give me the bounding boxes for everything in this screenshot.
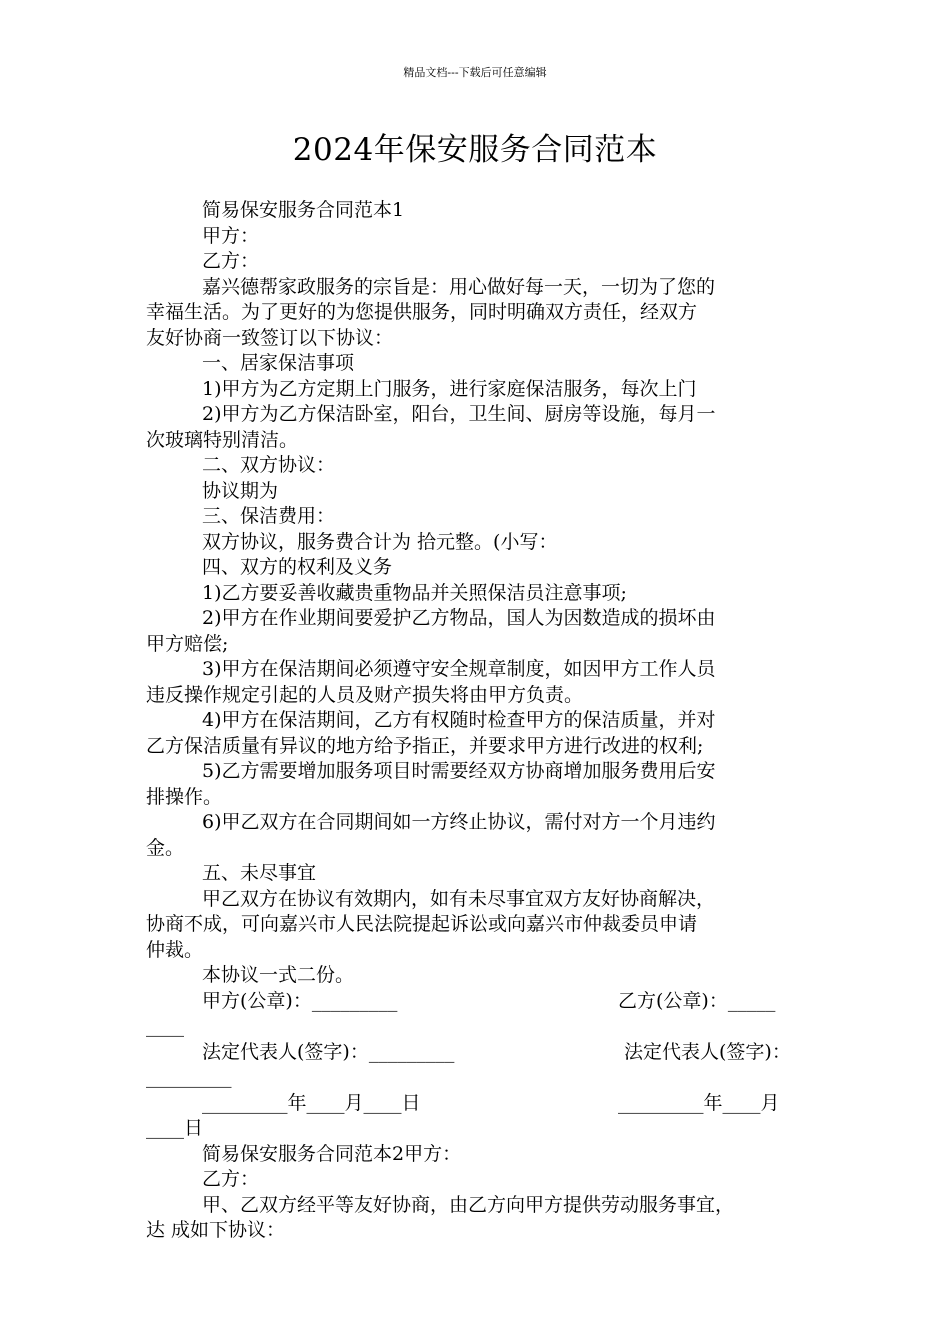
party-a-date: _________年____月____日 (202, 1091, 421, 1114)
document-title: 2024年保安服务合同范本 (292, 132, 658, 168)
intro2-line-2: 达 成如下协议： (146, 1219, 286, 1241)
party-a-representative: 法定代表人(签字)：_________ (202, 1040, 455, 1063)
section-heading-4: 四、双方的权利及义务 (202, 556, 393, 578)
party-a-seal: 甲方(公章)：_________ (202, 989, 398, 1012)
clause-4-5-cont: 排操作。 (146, 785, 223, 808)
copies-line: 本协议一式二份。 (202, 964, 355, 986)
party-a-line: 甲方： (202, 224, 260, 247)
section-heading-3: 三、保洁费用： (202, 505, 336, 527)
clause-4-2-cont: 甲方赔偿; (146, 632, 229, 655)
intro-line-2: 幸福生活。为了更好的为您提供服务，同时明确双方责任，经双方 (146, 301, 698, 323)
clause-1-2: 2)甲方为乙方保洁卧室，阳台，卫生间、厨房等设施，每月一 (202, 403, 716, 425)
clause-4-6: 6)甲乙双方在合同期间如一方终止协议，需付对方一个月违约 (202, 811, 716, 833)
document-body (146, 198, 810, 1244)
intro-line-1: 嘉兴德帮家政服务的宗旨是：用心做好每一天，一切为了您的 (202, 275, 716, 298)
representative-row (146, 1040, 810, 1066)
seal-row (146, 989, 810, 1015)
clause-4-4-cont: 乙方保洁质量有异议的地方给予指正，并要求甲方进行改进的权利; (146, 734, 704, 757)
clause-5-1: 甲乙双方在协议有效期内，如有未尽事宜双方友好协商解决， (202, 887, 716, 910)
clause-5-1-cont-1: 协商不成，可向嘉兴市人民法院提起诉讼或向嘉兴市仲裁委员申请 (146, 913, 698, 935)
representative-row-cont: _________ (146, 1066, 232, 1088)
agreement-period: 协议期为 (202, 479, 279, 502)
clause-4-4: 4)甲方在保洁期间，乙方有权随时检查甲方的保洁质量，并对 (202, 709, 716, 731)
fee-line: 双方协议，服务费合计为 拾元整。(小写： (202, 530, 558, 553)
intro-line-3: 友好协商一致签订以下协议： (146, 326, 394, 349)
party-b-seal: 乙方(公章)：_____ (618, 989, 776, 1012)
section-heading-2: 二、双方协议： (202, 454, 336, 476)
clause-1-2-cont: 次玻璃特别清洁。 (146, 428, 299, 451)
clause-5-1-cont-2: 仲裁。 (146, 938, 204, 961)
contract-subtitle-2: 简易保安服务合同范本2甲方： (202, 1142, 462, 1165)
section-heading-1: 一、居家保洁事项 (202, 352, 355, 374)
clause-4-6-cont: 金。 (146, 836, 185, 859)
clause-4-5: 5)乙方需要增加服务项目时需要经双方协商增加服务费用后安 (202, 760, 716, 782)
party-b-line: 乙方： (202, 250, 260, 272)
clause-4-3-cont: 违反操作规定引起的人员及财产损失将由甲方负责。 (146, 683, 584, 706)
contract-subtitle-1: 简易保安服务合同范本1 (202, 199, 405, 221)
clause-4-2: 2)甲方在作业期间要爱护乙方物品，国人为因数造成的损坏由 (202, 607, 716, 629)
clause-4-1: 1)乙方要妥善收藏贵重物品并关照保洁员注意事项; (202, 581, 627, 604)
date-row-cont: ____日 (146, 1117, 204, 1139)
seal-row-cont: ____ (146, 1015, 184, 1037)
clause-4-3: 3)甲方在保洁期间必须遵守安全规章制度，如因甲方工作人员 (202, 658, 716, 680)
date-row (146, 1091, 810, 1117)
section-heading-5: 五、未尽事宜 (202, 862, 317, 884)
clause-1-1: 1)甲方为乙方定期上门服务，进行家庭保洁服务，每次上门 (202, 377, 697, 400)
party-b-representative: 法定代表人(签字)： (624, 1040, 791, 1063)
page-header-note: 精品文档---下载后可任意编辑 (403, 66, 547, 79)
intro2-line-1: 甲、乙双方经平等友好协商，由乙方向甲方提供劳动服务事宜， (202, 1193, 735, 1216)
party-b-date: _________年____月 (618, 1091, 780, 1114)
party-b-line-2: 乙方： (202, 1168, 260, 1190)
